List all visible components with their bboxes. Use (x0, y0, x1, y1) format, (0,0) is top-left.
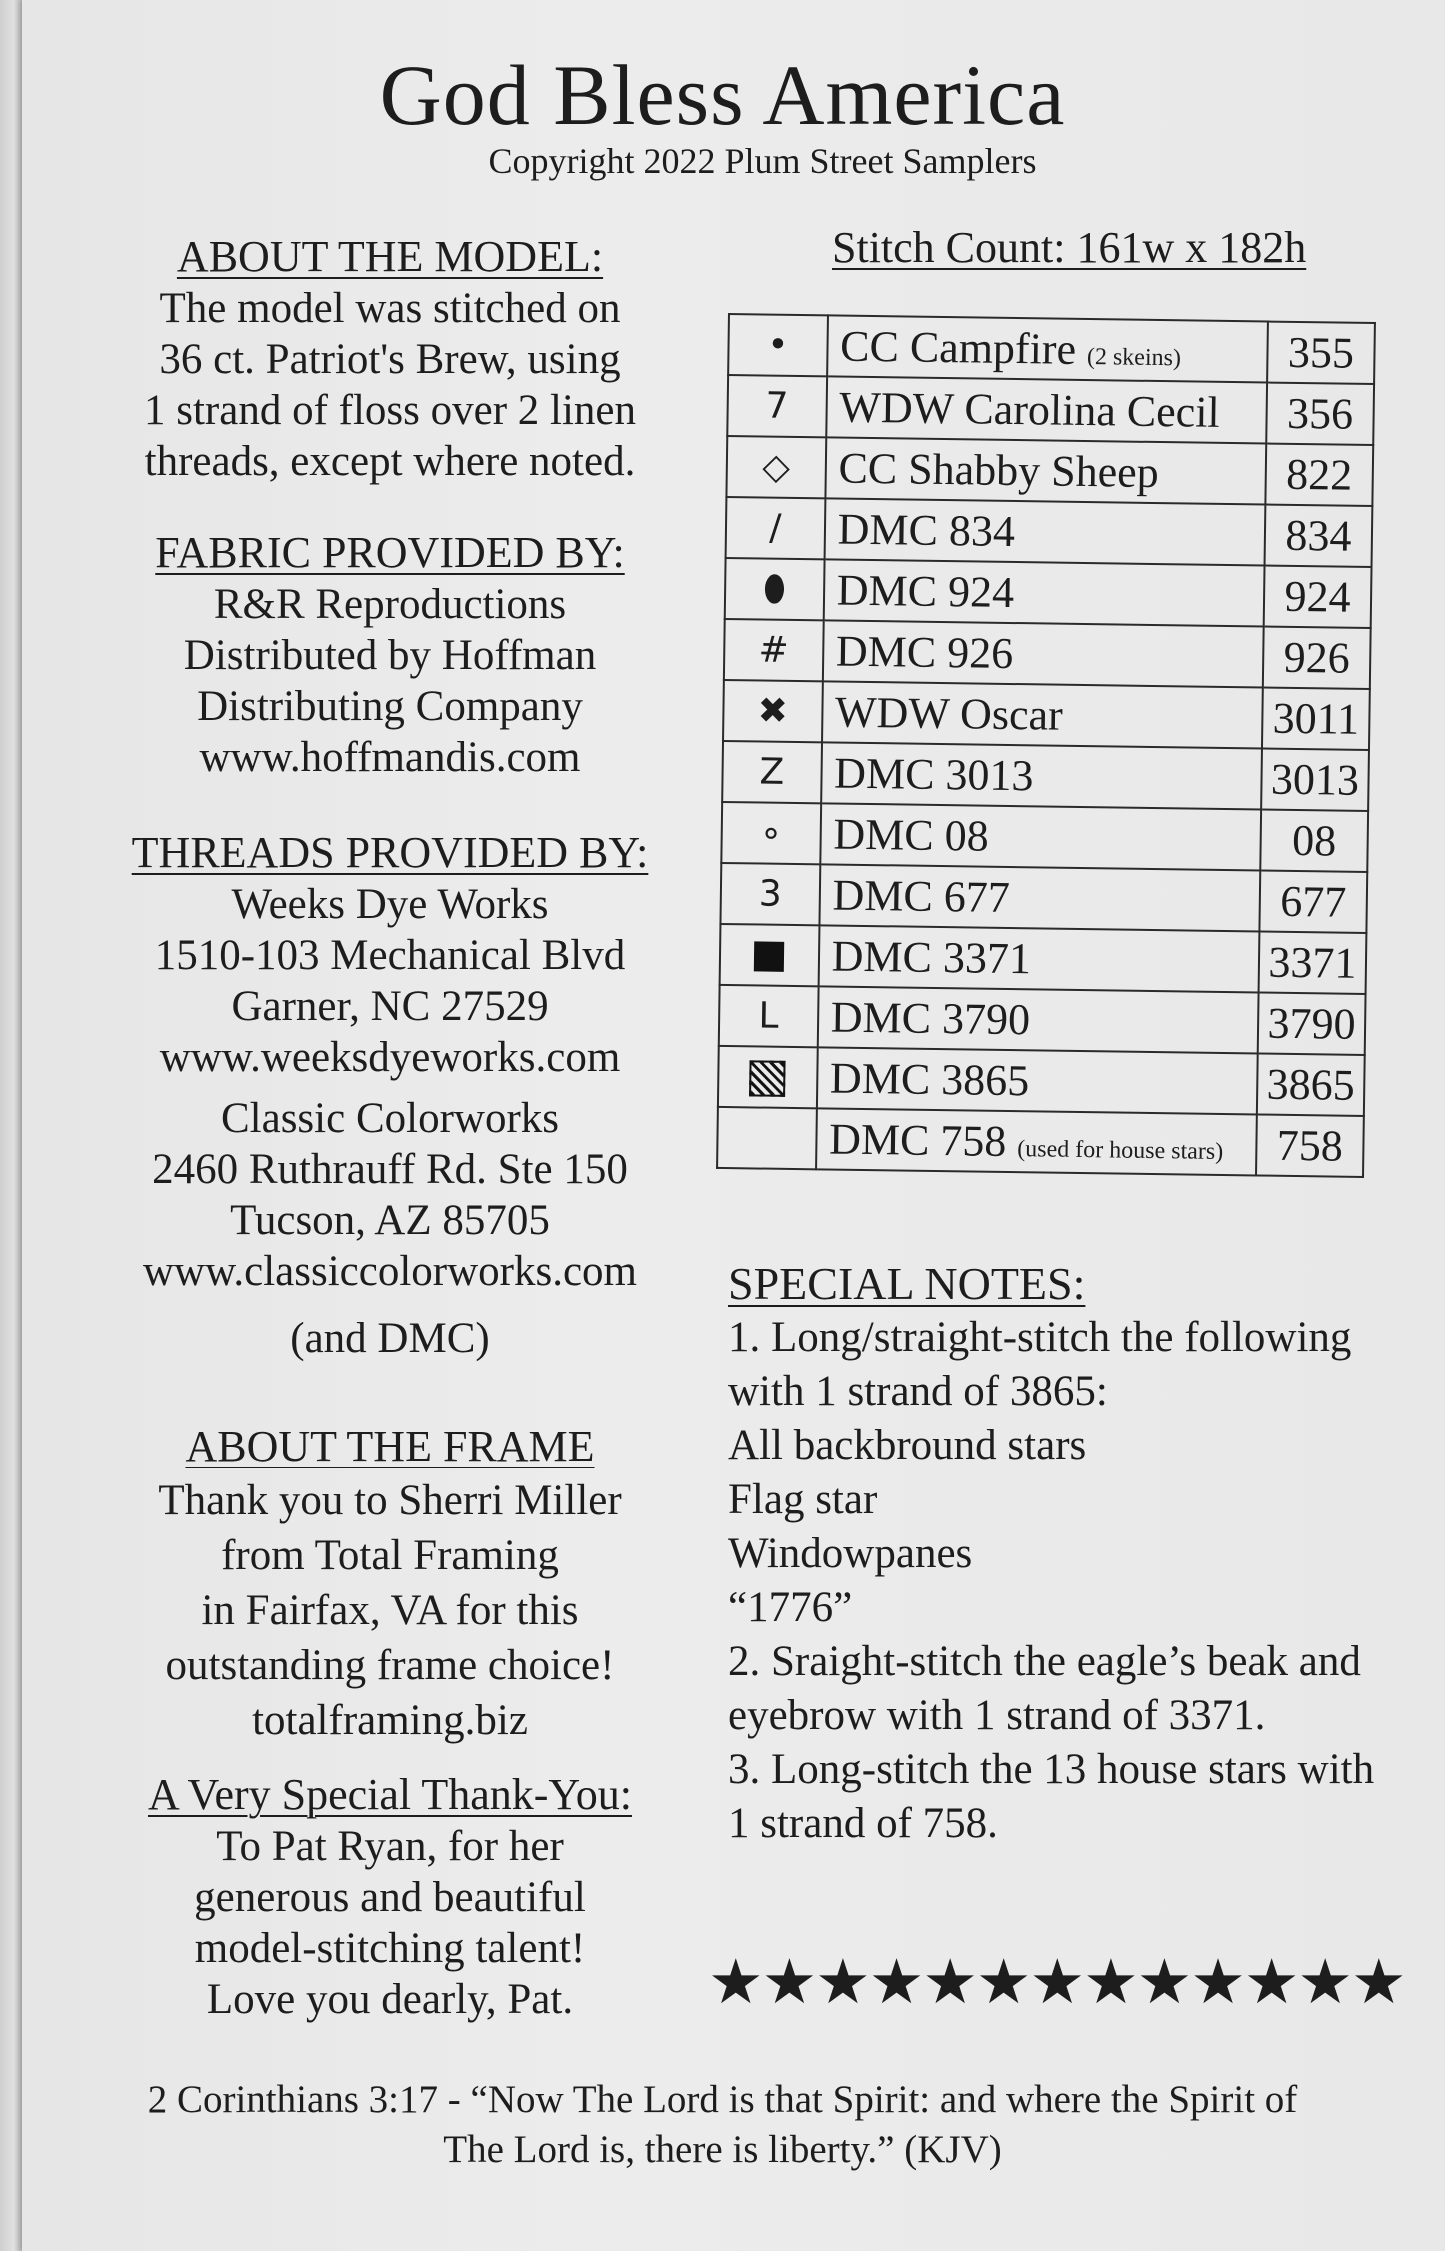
floss-number: 3011 (1262, 688, 1370, 750)
note-line: Windowpanes (728, 1529, 973, 1577)
floss-number: 3371 (1258, 931, 1366, 993)
floss-name-text: CC Campfire (839, 321, 1077, 374)
about-model-heading: ABOUT THE MODEL: (176, 232, 604, 281)
floss-name (823, 559, 1264, 626)
frame-line: Thank you to Sherri Miller (158, 1476, 622, 1524)
note-line: with 1 strand of 3865: (728, 1367, 1108, 1415)
note-line: All backbround stars (728, 1421, 1087, 1469)
floss-name (818, 925, 1259, 992)
floss-name-text: DMC 677 (832, 870, 1011, 922)
floss-name (819, 864, 1260, 931)
threads-weeks-line: 1510-103 Mechanical Blvd (154, 931, 626, 979)
page-edge (0, 0, 22, 2251)
floss-number: 677 (1259, 870, 1367, 932)
thanks-line: generous and beautiful (194, 1873, 586, 1921)
floss-row (726, 436, 1373, 506)
threads-heading: THREADS PROVIDED BY: (131, 828, 649, 877)
threads-classic-line: Tucson, AZ 85705 (230, 1196, 550, 1244)
floss-symbol-icon (720, 924, 820, 986)
floss-symbol-icon: ◇ (726, 436, 826, 498)
floss-number: 924 (1264, 566, 1372, 628)
floss-number: 3013 (1261, 748, 1369, 810)
floss-symbol-icon: ∕ (726, 497, 826, 559)
floss-name-text: DMC 924 (836, 565, 1015, 618)
note-line: 2. Sraight-stitch the eagle’s beak and (728, 1637, 1361, 1685)
about-model-line: threads, except where noted. (144, 437, 636, 485)
floss-row (720, 924, 1367, 994)
floss-name-text: DMC 3371 (831, 931, 1032, 984)
floss-row (722, 741, 1369, 811)
floss-row (717, 1107, 1364, 1177)
floss-name-text: CC Shabby Sheep (838, 443, 1160, 498)
note-line: 1. Long/straight-stitch the following (728, 1313, 1352, 1361)
about-model-section (100, 232, 680, 487)
floss-name (822, 681, 1263, 748)
page-title: God Bless America (379, 47, 1066, 143)
floss-name (821, 742, 1262, 809)
note-line: Flag star (728, 1475, 878, 1523)
floss-name-text: DMC 3013 (833, 748, 1034, 801)
floss-symbol-icon: • (728, 314, 828, 376)
floss-symbol-icon: ✖ (723, 680, 823, 742)
note-line: eyebrow with 1 strand of 3371. (728, 1691, 1266, 1739)
threads-weeks-line: Garner, NC 27529 (231, 982, 549, 1030)
verse-line: The Lord is, there is liberty.” (KJV) (443, 2128, 1002, 2171)
about-model-line: The model was stitched on (159, 284, 621, 332)
floss-name-text: DMC 926 (835, 626, 1014, 679)
fabric-section (100, 528, 680, 783)
threads-weeks-line: Weeks Dye Works (231, 880, 549, 928)
floss-name-text: DMC 08 (833, 809, 989, 861)
frame-line: in Fairfax, VA for this (201, 1586, 579, 1634)
stitch-count: Stitch Count: 161w x 182h (832, 223, 1307, 272)
copyright: Copyright 2022 Plum Street Samplers (488, 141, 1037, 181)
threads-classic-line: 2460 Ruthrauff Rd. Ste 150 (152, 1145, 628, 1193)
floss-symbol-icon (718, 1046, 818, 1108)
floss-number: 356 (1266, 383, 1374, 445)
frame-line: from Total Framing (221, 1531, 559, 1579)
thanks-heading: A Very Special Thank-You: (148, 1770, 632, 1819)
floss-symbol-icon: L (719, 985, 819, 1047)
floss-row (720, 863, 1367, 933)
threads-classic-line: www.classiccolorworks.com (143, 1247, 637, 1295)
floss-number: 834 (1264, 505, 1372, 567)
floss-name (826, 376, 1267, 443)
note-line: “1776” (728, 1583, 853, 1631)
fabric-line: R&R Reproductions (213, 580, 567, 628)
note-line: 1 strand of 758. (728, 1799, 998, 1847)
fabric-line: Distributed by Hoffman (183, 631, 597, 679)
floss-symbol-icon: ∘ (721, 802, 821, 864)
about-model-line: 1 strand of floss over 2 linen (143, 386, 637, 434)
thanks-section (100, 1770, 680, 2025)
floss-number: 758 (1256, 1114, 1364, 1176)
floss-row (728, 314, 1375, 384)
floss-name-text: WDW Oscar (834, 687, 1064, 740)
threads-dmc: (and DMC) (290, 1314, 490, 1362)
frame-line: totalframing.biz (252, 1696, 528, 1744)
about-model-line: 36 ct. Patriot's Brew, using (159, 335, 621, 383)
frame-heading: ABOUT THE FRAME (185, 1422, 595, 1471)
floss-name (824, 498, 1265, 565)
floss-number: 926 (1263, 627, 1371, 689)
threads-section (100, 828, 680, 1364)
floss-symbol-icon: 3 (720, 863, 820, 925)
floss-name (816, 1108, 1257, 1175)
floss-name (825, 437, 1266, 504)
floss-row (725, 558, 1372, 628)
floss-row (727, 375, 1374, 445)
floss-row (726, 497, 1373, 567)
floss-number: 355 (1267, 322, 1375, 384)
note-line: 3. Long-stitch the 13 house stars with (728, 1745, 1375, 1793)
floss-number: 08 (1260, 809, 1368, 871)
floss-symbol-icon: 7 (727, 375, 827, 437)
threads-weeks-line: www.weeksdyeworks.com (159, 1033, 621, 1081)
floss-name-text: DMC 3790 (830, 992, 1031, 1045)
verse-line: 2 Corinthians 3:17 - “Now The Lord is that Spirit: and where the Spirit of (147, 2078, 1298, 2121)
floss-name (820, 803, 1261, 870)
floss-row (724, 619, 1371, 689)
floss-note: (2 skeins) (1086, 344, 1182, 372)
floss-note: (used for house stars) (1017, 1136, 1224, 1165)
floss-row (721, 802, 1368, 872)
frame-section (100, 1422, 680, 1748)
floss-symbol-icon: Z (722, 741, 822, 803)
fabric-heading: FABRIC PROVIDED BY: (155, 528, 625, 577)
floss-name (827, 315, 1268, 382)
special-notes-section (728, 1258, 1428, 1851)
floss-number: 3790 (1258, 992, 1366, 1054)
floss-symbol-icon (717, 1107, 817, 1169)
floss-name (823, 620, 1264, 687)
floss-row (719, 985, 1366, 1055)
fabric-line: www.hoffmandis.com (199, 733, 581, 781)
thanks-line: To Pat Ryan, for her (216, 1822, 564, 1870)
fabric-line: Distributing Company (197, 682, 583, 730)
floss-name-text: DMC 834 (837, 504, 1016, 557)
floss-name-text: DMC 3865 (829, 1053, 1030, 1106)
thanks-line: Love you dearly, Pat. (206, 1975, 574, 2023)
floss-number: 3865 (1257, 1053, 1365, 1115)
floss-number: 822 (1265, 444, 1373, 506)
floss-symbol-icon: ⬮ (725, 558, 825, 620)
special-notes-heading: SPECIAL NOTES: (728, 1258, 1086, 1309)
frame-line: outstanding frame choice! (165, 1641, 615, 1689)
floss-row (718, 1046, 1365, 1116)
floss-name-text: WDW Carolina Cecil (839, 382, 1221, 437)
floss-name (817, 986, 1258, 1053)
floss-name (817, 1047, 1258, 1114)
thanks-line: model-stitching talent! (194, 1924, 586, 1972)
house-stars-row: ★★★★★★★★★★★★★ (708, 1945, 1405, 2018)
floss-symbol-icon: # (724, 619, 824, 681)
scripture-verse (0, 2075, 1445, 2175)
floss-row (723, 680, 1370, 750)
floss-key-table (716, 313, 1376, 1178)
threads-classic-line: Classic Colorworks (220, 1094, 560, 1142)
floss-name-text: DMC 758 (828, 1114, 1007, 1166)
